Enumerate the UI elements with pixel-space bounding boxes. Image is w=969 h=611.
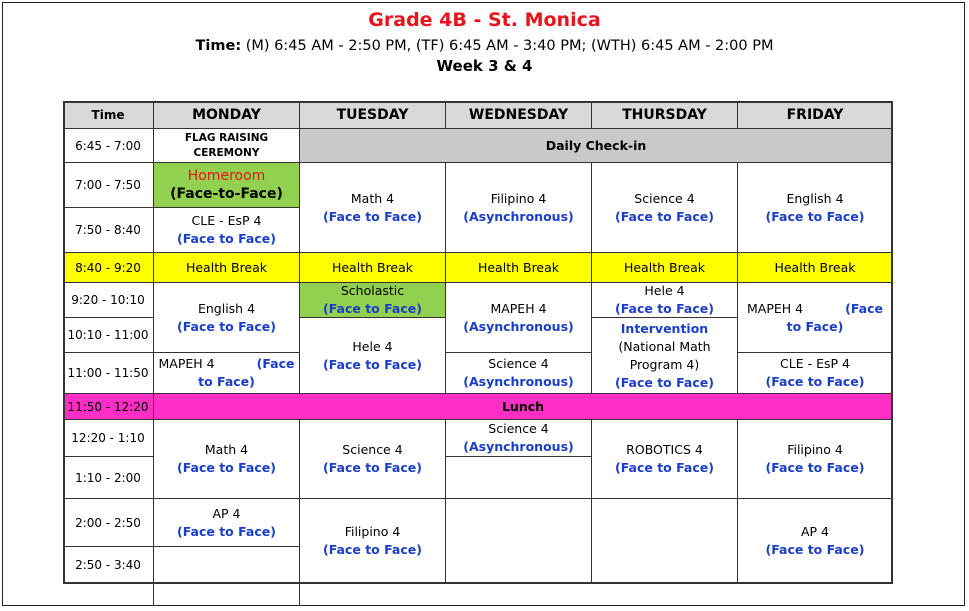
homeroom-label: Homeroom bbox=[187, 168, 266, 184]
subject-mode: (Face to Face) bbox=[177, 460, 276, 475]
header-friday: FRIDAY bbox=[738, 101, 893, 129]
header-time: Time bbox=[63, 101, 154, 129]
time-slot: 1:10 - 2:00 bbox=[63, 457, 154, 499]
time-slot: 11:00 - 11:50 bbox=[63, 353, 154, 394]
subject-mode-cont: to Face) bbox=[198, 374, 255, 389]
header-monday: MONDAY bbox=[154, 101, 300, 129]
week-label: Week 3 & 4 bbox=[436, 57, 533, 75]
subject-mode-cont: to Face) bbox=[786, 318, 844, 334]
schedule-time-range bbox=[0, 38, 969, 54]
monday-cle-cell bbox=[154, 208, 300, 253]
time-slot: 9:20 - 10:10 bbox=[63, 283, 154, 318]
lunch-cell: Lunch bbox=[154, 394, 893, 420]
tuesday-science-cell bbox=[300, 420, 446, 499]
subject-name: Math 4 bbox=[350, 190, 395, 206]
time-slot: 7:00 - 7:50 bbox=[63, 163, 154, 208]
daily-checkin-cell: Daily Check-in bbox=[300, 129, 893, 163]
friday-cle-cell bbox=[738, 353, 893, 394]
friday-health-break: Health Break bbox=[738, 253, 893, 283]
subject-name: ROBOTICS 4 bbox=[626, 442, 703, 457]
subject-mode: (Face bbox=[845, 300, 883, 316]
monday-mapeh-cell bbox=[154, 353, 300, 394]
header-tuesday: TUESDAY bbox=[300, 101, 446, 129]
friday-mapeh-cell bbox=[738, 283, 893, 353]
flag-raising-cell: FLAG RAISING CEREMONY bbox=[154, 129, 300, 163]
subject-mode: (Face to Face) bbox=[323, 208, 422, 224]
subject-mode: (Asynchronous) bbox=[463, 374, 574, 389]
divider bbox=[153, 584, 154, 606]
subject-mode: (Face to Face) bbox=[765, 460, 865, 475]
tuesday-filipino-cell bbox=[300, 499, 446, 584]
subject-mode: (Face to Face) bbox=[177, 523, 276, 539]
subject-name: AP 4 bbox=[800, 524, 829, 539]
friday-ap-cell bbox=[738, 499, 893, 584]
subject-mode: (Asynchronous) bbox=[463, 208, 574, 224]
wednesday-empty-cell bbox=[446, 457, 592, 499]
monday-ap-cell bbox=[154, 499, 300, 547]
subject-name: Scholastic bbox=[340, 283, 405, 298]
subject-mode: (Face to Face) bbox=[765, 374, 865, 389]
monday-math-cell bbox=[154, 420, 300, 499]
subject-mode: (Asynchronous) bbox=[463, 439, 574, 454]
schedule-title: Grade 4B - St. Monica bbox=[368, 9, 601, 31]
tuesday-scholastic-cell bbox=[300, 283, 446, 318]
thursday-health-break: Health Break bbox=[592, 253, 738, 283]
time-label: Time: bbox=[195, 38, 242, 54]
intervention-label: Intervention bbox=[620, 320, 709, 336]
wednesday-mapeh-cell bbox=[446, 283, 592, 353]
subject-name: Hele 4 bbox=[352, 338, 393, 354]
subject-name: Hele 4 bbox=[644, 283, 685, 298]
thursday-empty-cell bbox=[592, 499, 738, 584]
subject-name: Science 4 bbox=[634, 190, 695, 206]
thursday-science-cell bbox=[592, 163, 738, 253]
subject-name: CLE - EsP 4 bbox=[780, 356, 850, 371]
time-slot: 2:50 - 3:40 bbox=[63, 547, 154, 584]
monday-empty-cell bbox=[154, 547, 300, 584]
subject-name: MAPEH 4 bbox=[747, 300, 804, 316]
monday-english-cell bbox=[154, 283, 300, 353]
subject-name: Filipino 4 bbox=[344, 524, 401, 539]
tuesday-health-break: Health Break bbox=[300, 253, 446, 283]
subject-name: Filipino 4 bbox=[490, 190, 547, 206]
subject-name: Math 4 bbox=[204, 442, 249, 457]
tuesday-math-cell bbox=[300, 163, 446, 253]
intervention-detail: (National Math Program 4) bbox=[618, 338, 711, 372]
wednesday-empty-cell bbox=[446, 499, 592, 584]
friday-english-cell bbox=[738, 163, 893, 253]
wednesday-science-pm-cell bbox=[446, 420, 592, 457]
time-slot: 6:45 - 7:00 bbox=[63, 129, 154, 163]
header-thursday: THURSDAY bbox=[592, 101, 738, 129]
subject-name: MAPEH 4 bbox=[490, 300, 547, 316]
subject-mode: (Face to Face) bbox=[765, 542, 865, 557]
monday-homeroom-cell bbox=[154, 163, 300, 208]
subject-name: AP 4 bbox=[212, 505, 241, 521]
subject-name: Science 4 bbox=[488, 421, 549, 436]
subject-mode: (Face to Face) bbox=[323, 542, 422, 557]
thursday-robotics-cell bbox=[592, 420, 738, 499]
subject-mode: (Face to Face) bbox=[615, 374, 714, 390]
time-slot: 11:50 - 12:20 bbox=[63, 394, 154, 420]
mapeh-line bbox=[747, 300, 883, 318]
subject-mode: (Face to Face) bbox=[177, 318, 276, 334]
subject-name: Science 4 bbox=[488, 356, 549, 371]
mapeh-line bbox=[159, 355, 295, 373]
subject-mode: (Face bbox=[256, 356, 295, 371]
time-slot: 7:50 - 8:40 bbox=[63, 208, 154, 253]
subject-mode: (Face to Face) bbox=[323, 460, 422, 475]
subject-name: Science 4 bbox=[342, 442, 403, 457]
header-wednesday: WEDNESDAY bbox=[446, 101, 592, 129]
subject-name: CLE - EsP 4 bbox=[191, 213, 262, 228]
thursday-hele-cell bbox=[592, 283, 738, 318]
subject-mode: (Face to Face) bbox=[765, 208, 865, 224]
subject-name: MAPEH 4 bbox=[158, 356, 215, 371]
divider bbox=[299, 584, 300, 606]
time-slot: 12:20 - 1:10 bbox=[63, 420, 154, 457]
time-text: (M) 6:45 AM - 2:50 PM, (TF) 6:45 AM - 3:40 PM; (WTH) 6:45 AM - 2:00 PM bbox=[241, 38, 774, 54]
subject-mode: (Face to Face) bbox=[615, 301, 714, 316]
time-slot: 10:10 - 11:00 bbox=[63, 318, 154, 353]
intervention-text bbox=[592, 320, 737, 374]
thursday-intervention-cell bbox=[592, 318, 738, 394]
wednesday-filipino-cell bbox=[446, 163, 592, 253]
subject-mode: (Asynchronous) bbox=[463, 318, 574, 334]
subject-name: English 4 bbox=[197, 300, 256, 316]
subject-mode: (Face to Face) bbox=[323, 356, 422, 372]
subject-mode: (Face to Face) bbox=[615, 460, 714, 475]
friday-filipino-cell bbox=[738, 420, 893, 499]
homeroom-mode: (Face-to-Face) bbox=[170, 186, 283, 202]
wednesday-health-break: Health Break bbox=[446, 253, 592, 283]
subject-name: Filipino 4 bbox=[787, 442, 843, 457]
subject-mode: (Face to Face) bbox=[323, 301, 422, 316]
tuesday-hele-cell bbox=[300, 318, 446, 394]
monday-health-break: Health Break bbox=[154, 253, 300, 283]
subject-mode: (Face to Face) bbox=[615, 208, 714, 224]
wednesday-science-am-cell bbox=[446, 353, 592, 394]
time-slot: 8:40 - 9:20 bbox=[63, 253, 154, 283]
time-slot: 2:00 - 2:50 bbox=[63, 499, 154, 547]
subject-name: English 4 bbox=[786, 190, 844, 206]
subject-mode: (Face to Face) bbox=[177, 231, 276, 246]
